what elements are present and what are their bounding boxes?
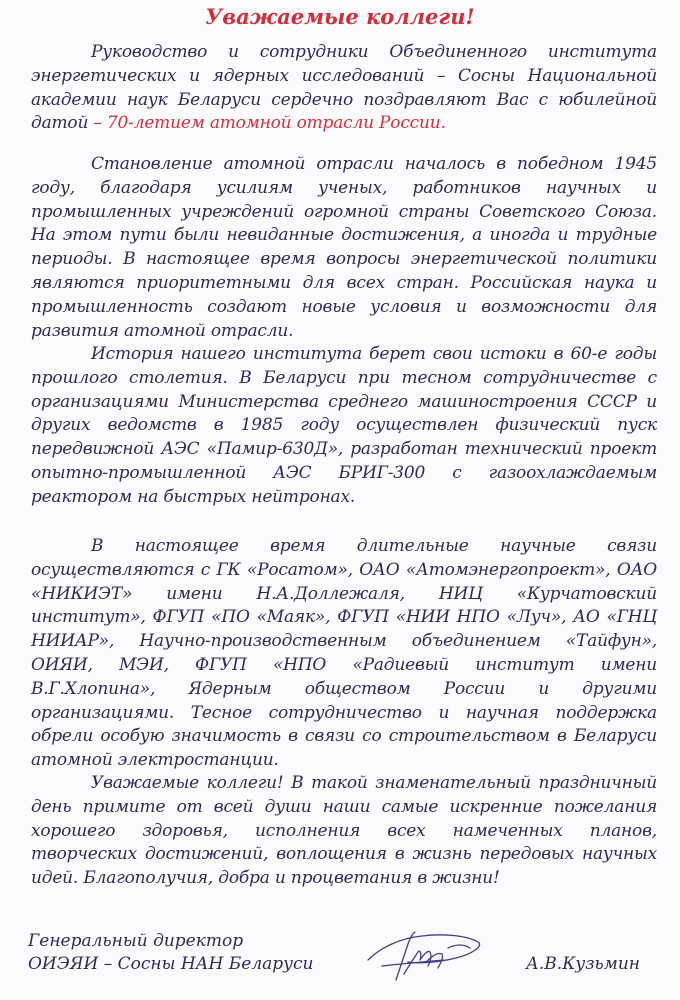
signer-position-line1: Генеральный директор (28, 931, 244, 951)
paragraph-cooperation: В настоящее время длительные научные связи осуществляются с ГК «Росатом», ОАО «Атомэнергопроект», ОАО «НИКИЭТ» имени Н.А.Доллежаля, НИЦ «Курчатовский институт», ФГУП «ПО «Маяк», ФГУП «НИИ НПО «Луч», АО «ГНЦ НИИАР», Научно-производственным объединением «Тайфун», ОИЯИ, МЭИ, ФГУП «НПО «Радиевый институт имени В.Г.Хлопина», Ядерным обществом России и другими организациями. Тесное сотрудничество и научная поддержка обрели особую значимость в связи со строительством в Беларуси атомной электростанции. (31, 536, 657, 771)
signer-position (28, 930, 314, 976)
paragraph-institute-history: История нашего института берет свои истоки в 60-е годы прошлого столетия. В Беларуси при тесном сотрудничестве с организациями Министерства среднего машиностроения СССР и других ведомств в 1985 году осуществлен физический пуск передвижной АЭС «Памир-630Д», разработан технический проект опытно-промышленной АЭС БРИГ-300 с газоохлаждаемым реактором на быстрых нейтронах. (31, 344, 657, 507)
paragraph-congratulation-text: Руководство и сотрудники Объединенного института энергетических и ядерных исследований – Сосны Национальной академии наук Беларуси сердечно поздравляют Вас с юбилейной датой (31, 42, 657, 134)
paragraph-congratulation (31, 41, 657, 136)
signer-name: А.В.Кузьмин (526, 954, 640, 974)
handwritten-signature (360, 918, 490, 990)
greeting-title: Уважаемые коллеги! (205, 4, 475, 29)
anniversary-highlight: – 70-летием атомной отрасли России. (93, 113, 446, 134)
paragraph-wishes: Уважаемые коллеги! В такой знаменательный праздничный день примите от всей души наши самые искренние пожелания хорошего здоровья, исполнения всех намеченных планов, творческих достижений, воплощения в жизнь передовых научных идей. Благополучия, добра и процветания в жизни! (31, 773, 657, 889)
paragraph-industry-history: Становление атомной отрасли началось в победном 1945 году, благодаря усилиям ученых, работников научных и промышленных учреждений огромной страны Советского Союза. На этом пути были невиданные достижения, а иногда и трудные периоды. В настоящее время вопросы энергетической политики являются приоритетными для всех стран. Российская наука и промышленность создают новые условия и возможности для развития атомной отрасли. (31, 154, 657, 341)
signer-position-line2: ОИЭЯИ – Сосны НАН Беларуси (28, 954, 314, 974)
